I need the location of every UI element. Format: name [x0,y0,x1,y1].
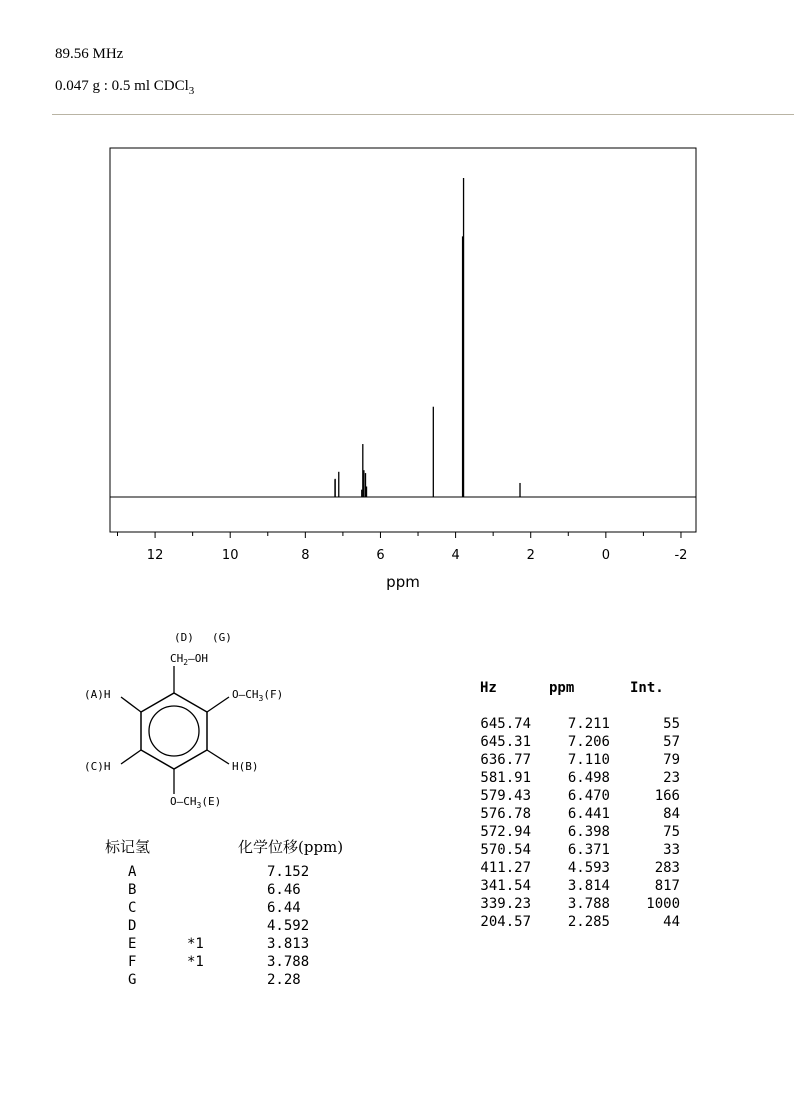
ch2-text: CH [170,652,184,665]
methoxy-f-text: O—CH [232,688,259,701]
methoxy-f-label: (F) [263,688,284,701]
peak-table-cell: 204.57 [480,914,531,930]
peak-table-cell: 581.91 [480,770,531,786]
oh-text: —OH [188,652,208,665]
h-a: (A)H [84,688,111,701]
peak-table-cell: 6.470 [567,788,610,804]
x-tick-label: 0 [601,548,610,563]
peak-table-header: ppm [549,680,575,696]
label-g: (G) [212,631,232,644]
peak-table-cell: 339.23 [480,896,531,912]
assignment-label: F [128,954,137,970]
label-d: (D) [174,631,194,644]
ch2-sub: 2 [183,658,189,667]
peak-table-cell: 283 [654,860,680,876]
chemical-structure [84,631,283,810]
assignment-shift: 4.592 [267,918,310,934]
plot-area [110,148,696,563]
peak-table-cell: 2.285 [567,914,610,930]
peak-table-cell: 579.43 [480,788,531,804]
methoxy-e-text: O—CH [170,795,197,808]
peak-table-cell: 23 [663,770,680,786]
assignment-header-shift: 化学位移(ppm) [238,838,344,856]
peak-table-header: Hz [480,680,497,696]
methoxy-e-label: (E) [201,795,222,808]
benzene-ring [141,693,207,769]
assignment-note: *1 [187,954,204,970]
peak-table-cell: 576.78 [480,806,531,822]
peak-table-cell: 570.54 [480,842,531,858]
assignment-label: D [128,918,137,934]
spectrometer-frequency: 89.56 MHz [55,46,124,62]
assignment-shift: 6.44 [267,900,301,916]
methoxy-f [232,688,283,703]
peak-table-cell: 817 [654,878,680,894]
methoxy-f-sub: 3 [258,694,264,703]
ch2-group [170,652,208,667]
peak-table-cell: 7.206 [567,734,610,750]
x-tick-label: 8 [301,548,310,563]
peak-table-cell: 7.211 [567,716,610,732]
aromatic-circle [149,706,199,756]
peak-table-cell: 75 [663,824,680,840]
x-tick-label: 4 [451,548,460,563]
peak-table-cell: 44 [663,914,680,930]
peak-table-cell: 341.54 [480,878,531,894]
peak-table-cell: 33 [663,842,680,858]
assignment-shift: 7.152 [267,864,310,880]
peak-table-cell: 6.371 [567,842,610,858]
assignment-note: *1 [187,936,204,952]
x-tick-label: -2 [674,548,688,563]
assignment-shift: 3.813 [267,936,310,952]
methoxy-e [170,795,221,810]
peak-table-cell: 84 [663,806,680,822]
x-tick-label: 2 [526,548,535,563]
peak-table-cell: 6.498 [567,770,610,786]
peak-table-cell: 6.441 [567,806,610,822]
peak-table-cell: 636.77 [480,752,531,768]
assignment-label: C [128,900,137,916]
peak-table-cell: 57 [663,734,680,750]
x-tick-label: 10 [221,548,239,563]
bond-to-h-a [121,697,141,712]
methoxy-e-sub: 3 [196,801,202,810]
h-b: H(B) [232,760,259,773]
bond-to-o-f [207,697,229,712]
peak-table-cell: 645.31 [480,734,531,750]
peak-table-cell: 645.74 [480,716,531,732]
peak-table-cell: 55 [663,716,680,732]
peak-table-cell: 3.788 [567,896,610,912]
peak-table-cell: 6.398 [567,824,610,840]
assignment-label: E [128,936,137,952]
assignment-label: G [128,972,137,988]
peak-table-cell: 4.593 [567,860,610,876]
peak-table-cell: 572.94 [480,824,531,840]
peak-table-cell: 3.814 [567,878,610,894]
x-tick-label: 6 [376,548,385,563]
assignment-shift: 3.788 [267,954,310,970]
assignment-shift: 6.46 [267,882,301,898]
x-tick-label: 12 [146,548,164,563]
assignment-shift: 2.28 [267,972,301,988]
sample-subscript: 3 [188,85,195,97]
assignment-label: B [128,882,137,898]
assignment-header-label: 标记氢 [105,838,151,856]
plot-frame [110,148,696,532]
peak-table-cell: 411.27 [480,860,531,876]
bond-to-h-b [207,750,229,764]
h-c: (C)H [84,760,111,773]
peak-table-cell: 79 [663,752,680,768]
bond-to-h-c [121,750,141,764]
peak-table-cell: 1000 [646,896,680,912]
peak-table-cell: 7.110 [567,752,610,768]
peak-table-cell: 166 [654,788,680,804]
assignment-label: A [128,864,137,880]
sample-text: 0.047 g : 0.5 ml CDCl [55,78,189,94]
peak-table-header: Int. [630,680,664,696]
x-axis-label: ppm [386,573,420,591]
